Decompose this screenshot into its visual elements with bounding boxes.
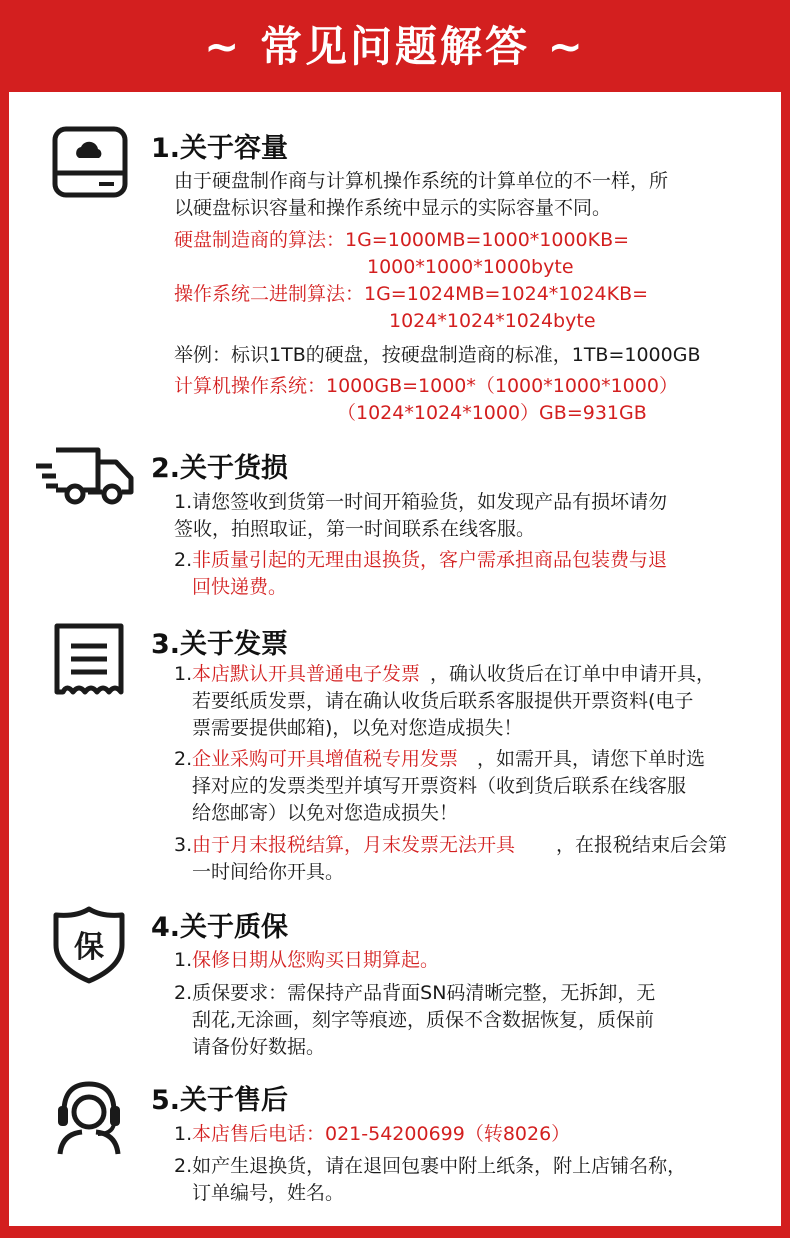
damage-item-1-line-2: 签收，拍照取证，第一时间联系在线客服。	[174, 518, 536, 540]
invoice-item-3-line-1: ，在报税结束后会第	[556, 834, 728, 856]
capacity-os-calc-cont: （1024*1024*1000）GB=931GB	[337, 402, 647, 424]
capacity-text-line-2: 以硬盘标识容量和操作系统中显示的实际容量不同。	[174, 197, 612, 219]
capacity-os-formula-cont: 1024*1024*1024byte	[389, 310, 596, 332]
warranty-item-2-line-3: 请备份好数据。	[192, 1036, 326, 1058]
invoice-item-3-highlight: 由于月末报税结算，月末发票无法开具	[192, 834, 516, 856]
warranty-shield-icon	[52, 905, 126, 985]
capacity-maker-formula-cont: 1000*1000*1000byte	[367, 256, 574, 278]
capacity-os-formula: 操作系统二进制算法：1G=1024MB=1024*1024KB=	[174, 283, 649, 305]
warranty-item-2-line-1: 2.质保要求：需保持产品背面SN码清晰完整，无拆卸，无	[174, 982, 656, 1004]
damage-item-1-line-1: 1.请您签收到货第一时间开箱验货，如发现产品有损坏请勿	[174, 491, 668, 513]
capacity-text-line-1: 由于硬盘制作商与计算机操作系统的计算单位的不一样，所	[174, 170, 669, 192]
warranty-item-1-number: 1.	[174, 949, 193, 971]
warranty-item-2-line-2: 刮花,无涂画，刻字等痕迹，质保不含数据恢复，质保前	[192, 1009, 655, 1031]
after-sales-item-2-line-1: 2.如产生退换货，请在退回包裹中附上纸条，附上店铺名称，	[174, 1155, 687, 1177]
section-title-damage: 2.关于货损	[151, 453, 289, 484]
section-title-warranty: 4.关于质保	[151, 912, 289, 943]
invoice-item-1-line-3: 票需要提供邮箱)，以免对您造成损失！	[192, 717, 523, 739]
invoice-item-3-line-2: 一时间给你开具。	[192, 861, 345, 883]
after-sales-item-2-line-2: 订单编号，姓名。	[192, 1182, 345, 1204]
damage-item-2-line-1: 非质量引起的无理由退换货，客户需承担商品包装费与退	[192, 549, 668, 571]
page-title: ~ 常见问题解答 ~	[204, 22, 586, 71]
after-sales-item-1-number: 1.	[174, 1123, 193, 1145]
section-title-capacity: 1.关于容量	[151, 133, 289, 164]
damage-item-2-number: 2.	[174, 549, 193, 571]
invoice-item-1-number: 1.	[174, 663, 193, 685]
section-title-after-sales: 5.关于售后	[151, 1085, 289, 1116]
invoice-item-2-highlight: 企业采购可开具增值税专用发票	[192, 748, 459, 770]
invoice-item-2-number: 2.	[174, 748, 193, 770]
after-sales-phone: 本店售后电话：021-54200699（转8026）	[192, 1123, 571, 1145]
capacity-example: 举例：标识1TB的硬盘，按硬盘制造商的标准，1TB=1000GB	[174, 344, 701, 366]
invoice-item-1-highlight: 本店默认开具普通电子发票	[192, 663, 421, 685]
capacity-maker-formula: 硬盘制造商的算法：1G=1000MB=1000*1000KB=	[174, 229, 630, 251]
invoice-item-1-line-1: ，确认收货后在订单中申请开具，	[430, 663, 716, 685]
hard-drive-icon	[52, 126, 128, 198]
invoice-item-2-line-1: ，如需开具，请您下单时选	[477, 748, 706, 770]
delivery-truck-icon	[34, 446, 136, 510]
warranty-item-1-text: 保修日期从您购买日期算起。	[192, 949, 440, 971]
invoice-item-1-line-2: 若要纸质发票，请在确认收货后联系客服提供开票资料(电子	[192, 690, 694, 712]
capacity-os-calc: 计算机操作系统：1000GB=1000*（1000*1000*1000）	[174, 375, 678, 397]
invoice-item-3-number: 3.	[174, 834, 193, 856]
invoice-item-2-line-3: 给您邮寄）以免对您造成损失！	[192, 802, 459, 824]
customer-service-headset-icon	[52, 1078, 126, 1158]
header-banner	[0, 0, 790, 88]
invoice-item-2-line-2: 择对应的发票类型并填写开票资料（收到货后联系在线客服	[192, 775, 687, 797]
receipt-icon	[52, 622, 126, 702]
damage-item-2-line-2: 回快递费。	[192, 576, 288, 598]
warranty-shield-label: 保	[74, 930, 104, 965]
section-title-invoice: 3.关于发票	[151, 629, 289, 660]
